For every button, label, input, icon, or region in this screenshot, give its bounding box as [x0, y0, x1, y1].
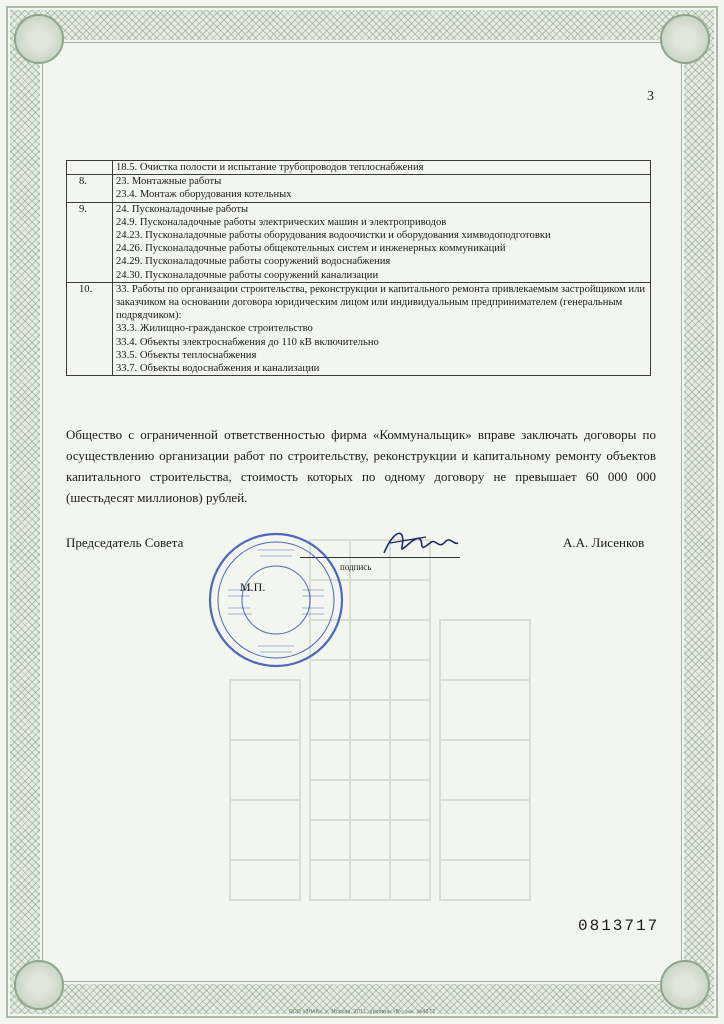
- work-item: 24.29. Пусконаладочные работы сооружений водоснабжения: [116, 256, 391, 268]
- work-item: 33. Работы по организации строительства, реконструкции и капитального ремонта привлекаемым застройщиком или заказчиком на основании договора юридическим лицом или индивидуальным предпринимателем (генеральным подрядчиком):: [116, 283, 646, 322]
- work-item: 23.4. Монтаж оборудования котельных: [116, 189, 292, 201]
- table-row: [67, 175, 651, 202]
- organization-seal: [206, 530, 346, 670]
- page-number: 3: [647, 89, 654, 104]
- work-item: 33.7. Объекты водоснабжения и канализации: [116, 363, 320, 375]
- table-row: [67, 282, 651, 375]
- handwritten-signature: [380, 525, 460, 559]
- work-item: 33.5. Объекты теплоснабжения: [116, 349, 257, 361]
- row-number: 8.: [67, 175, 113, 202]
- serial-number: 0813717: [578, 917, 660, 935]
- work-item: 24.30. Пусконаладочные работы сооружений канализации: [116, 269, 379, 281]
- work-item: 24.23. Пусконаладочные работы оборудования водоочистки и оборудования химводоподготовки: [116, 230, 551, 242]
- row-number: [67, 161, 113, 175]
- signature-caption: подпись: [340, 562, 372, 572]
- work-item: 23. Монтажные работы: [116, 176, 222, 188]
- permission-paragraph: Общество с ограниченной ответственностью фирма «Коммунальщик» вправе заключать договоры по осуществлению организации работ по строительству, реконструкции и капитальному ремонту объектов капитального строительства, стоимость которых по одному договору не превышает 60 000 000 (шестьдесят миллионов) рублей.: [66, 427, 656, 505]
- work-item: 24. Пусконаладочные работы: [116, 203, 249, 215]
- work-item: 24.26. Пусконаладочные работы общекотельных систем и инженерных коммуникаций: [116, 243, 506, 255]
- row-content: [113, 282, 651, 375]
- corner-ornament-top-right: [660, 14, 710, 64]
- signer-name: А.А. Лисенков: [563, 535, 645, 550]
- signer-position: Председатель Совета: [66, 535, 184, 550]
- row-content: [113, 161, 651, 175]
- printer-imprint: ООО «ЗНАК», г. Москва, 2011, уровень «В», зак. №4577: [288, 1009, 436, 1015]
- table-row: [67, 202, 651, 282]
- work-item: 24.9. Пусконаладочные работы электрических машин и электроприводов: [116, 216, 447, 228]
- work-item: 33.4. Объекты электроснабжения до 110 кВ включительно: [116, 336, 379, 348]
- work-item: 18.5. Очистка полости и испытание трубопроводов теплоснабжения: [116, 162, 424, 173]
- row-number: 10.: [67, 282, 113, 375]
- corner-ornament-bottom-left: [14, 960, 64, 1010]
- table-row: [67, 161, 651, 175]
- stamp-place-label: М.П.: [240, 580, 266, 594]
- corner-ornament-top-left: [14, 14, 64, 64]
- work-item: 33.3. Жилищно-гражданское строительство: [116, 323, 313, 335]
- row-content: [113, 202, 651, 282]
- corner-ornament-bottom-right: [660, 960, 710, 1010]
- work-types-table: [66, 160, 651, 376]
- row-number: 9.: [67, 202, 113, 282]
- row-content: [113, 175, 651, 202]
